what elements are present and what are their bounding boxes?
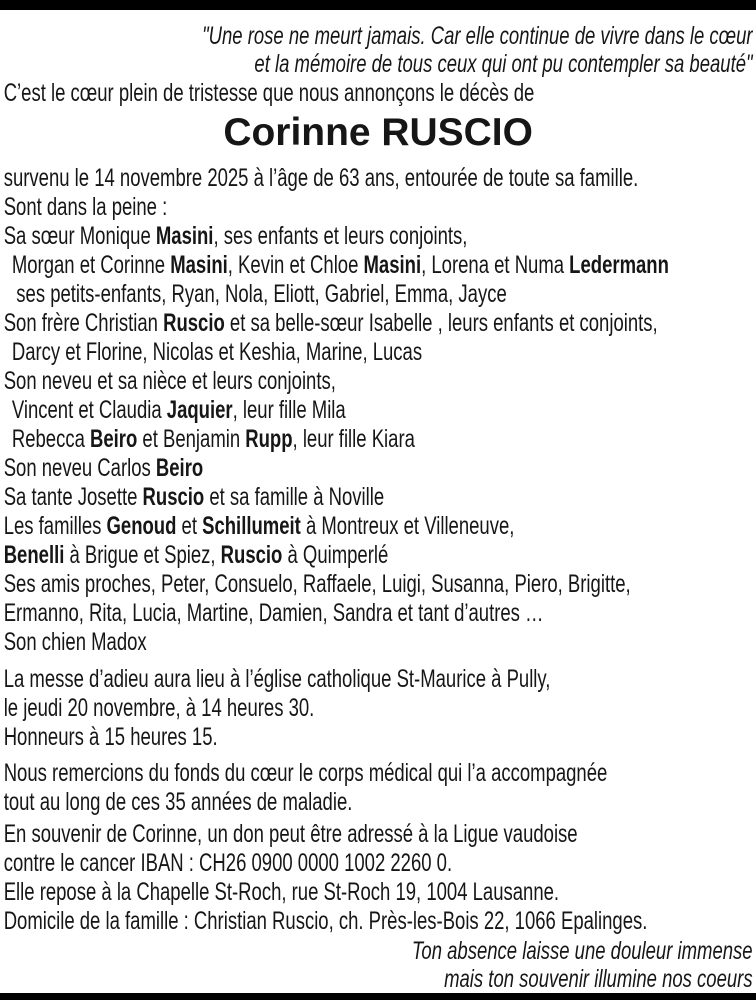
notice-text: En souvenir de Corinne, un don peut être adressé à la Ligue vaudoise (3, 820, 578, 848)
closing-quote (0, 937, 756, 993)
opening-quote-line-2: et la mémoire de tous ceux qui ont pu contempler sa beauté" (254, 50, 753, 78)
closing-quote-line-2: mais ton souvenir illumine nos coeurs (444, 965, 753, 993)
notice-text: Ermanno, Rita, Lucia, Martine, Damien, Sandra et tant d’autres … (3, 599, 544, 627)
notice-text: Les familles (3, 512, 107, 540)
notice-line (0, 694, 756, 723)
notice-text: Elle repose à la Chapelle St-Roch, rue St-Roch 19, 1004 Lausanne. (3, 878, 560, 906)
notice-text: Son neveu et sa nièce et leurs conjoints, (3, 367, 336, 395)
notice-line (0, 309, 756, 338)
notice-text: Domicile de la famille : Christian Ruscio, ch. Près-les-Bois 22, 1066 Epalinges. (3, 907, 648, 935)
notice-line (0, 483, 756, 512)
notice-text: tout au long de ces 35 années de maladie. (3, 788, 353, 816)
family-name: Schillumeit (202, 512, 301, 540)
notice-line (0, 759, 756, 788)
notice-text: Son frère Christian (3, 309, 164, 337)
notice-text: Vincent et Claudia (11, 396, 167, 424)
notice-text: Morgan et Corinne (11, 251, 171, 279)
notice-text: à Quimperlé (282, 541, 389, 569)
family-name: Masini (363, 251, 422, 279)
notice-text: Darcy et Florine, Nicolas et Keshia, Marine, Lucas (11, 338, 423, 366)
opening-quote-line-1: "Une rose ne meurt jamais. Car elle continue de vivre dans le cœur (202, 22, 753, 50)
notice-text: Sa sœur Monique (3, 222, 156, 250)
notice-text: , leur fille Mila (232, 396, 346, 424)
notice-line (0, 665, 756, 694)
announcement-intro: C’est le cœur plein de tristesse que nous annonçons le décès de (3, 79, 535, 107)
notice-text: La messe d’adieu aura lieu à l’église catholique St-Maurice à Pully, (3, 665, 551, 693)
notice-line (0, 222, 756, 251)
notice-text: , ses enfants et leurs conjoints, (213, 222, 468, 250)
notice-line (0, 193, 756, 222)
closing-quote-line-1: Ton absence laisse une douleur immense (411, 937, 753, 965)
family-name: Ruscio (220, 541, 283, 569)
notice-line (0, 512, 756, 541)
notice-text: survenu le 14 novembre 2025 à l’âge de 63 ans, entourée de toute sa famille. (3, 164, 639, 192)
notice-line (0, 570, 756, 599)
bottom-border-bar (0, 993, 756, 1000)
notice-text: Sa tante Josette (3, 483, 143, 511)
notice-line (0, 454, 756, 483)
notice-line (0, 907, 756, 936)
notice-text: et sa famille à Noville (204, 483, 385, 511)
notice-text: , leur fille Kiara (292, 425, 415, 453)
notice-line (0, 788, 756, 817)
notice-line (0, 878, 756, 907)
notice-paragraph (0, 164, 756, 657)
notice-line (0, 251, 756, 280)
notice-line (0, 338, 756, 367)
family-name: Masini (155, 222, 214, 250)
notice-line (0, 164, 756, 193)
notice-text: et (176, 512, 203, 540)
notice-text: Ses amis proches, Peter, Consuelo, Raffaele, Luigi, Susanna, Piero, Brigitte, (3, 570, 631, 598)
notice-paragraph (0, 820, 756, 936)
opening-quote (0, 22, 756, 78)
notice-text: Sont dans la peine : (3, 193, 168, 221)
notice-paragraph (0, 665, 756, 752)
notice-line (0, 599, 756, 628)
notice-text: et sa belle-sœur Isabelle , leurs enfants et conjoints, (224, 309, 658, 337)
family-name: Benelli (3, 541, 65, 569)
notice-line (0, 820, 756, 849)
notice-line (0, 425, 756, 454)
top-border-bar (0, 0, 756, 10)
notice-text: le jeudi 20 novembre, à 14 heures 30. (3, 694, 315, 722)
notice-paragraph (0, 759, 756, 817)
family-name: Masini (170, 251, 228, 279)
notice-text: Rebecca (11, 425, 91, 453)
family-name: Ledermann (569, 251, 669, 279)
family-name: Beiro (90, 425, 138, 453)
notice-line (0, 723, 756, 752)
notice-text: ses petits-enfants, Ryan, Nola, Eliott, Gabriel, Emma, Jayce (16, 280, 507, 308)
notice-line (0, 849, 756, 878)
notice-line (0, 396, 756, 425)
notice-text: à Brigue et Spiez, (64, 541, 221, 569)
notice-line (0, 541, 756, 570)
notice-text: , Lorena et Numa (421, 251, 570, 279)
notice-text: à Montreux et Villeneuve, (300, 512, 515, 540)
notice-text: Honneurs à 15 heures 15. (3, 723, 218, 751)
family-name: Genoud (106, 512, 177, 540)
notice-text: Nous remercions du fonds du cœur le corps médical qui l’a accompagnée (3, 759, 608, 787)
family-name: Ruscio (142, 483, 205, 511)
family-name: Jaquier (166, 396, 233, 424)
notice-body (0, 164, 756, 936)
notice-text: et Benjamin (137, 425, 246, 453)
notice-line (0, 628, 756, 657)
notice-text: Son neveu Carlos (3, 454, 156, 482)
notice-line (0, 280, 756, 309)
notice-text: Son chien Madox (3, 628, 147, 656)
notice-line (0, 367, 756, 396)
family-name: Ruscio (163, 309, 225, 337)
family-name: Rupp (245, 425, 293, 453)
notice-text: contre le cancer IBAN : CH26 0900 0000 1002 2260 0. (3, 849, 453, 877)
deceased-name: Corinne RUSCIO (223, 111, 533, 154)
family-name: Beiro (155, 454, 204, 482)
notice-content (0, 10, 756, 993)
notice-text: , Kevin et Chloe (227, 251, 364, 279)
